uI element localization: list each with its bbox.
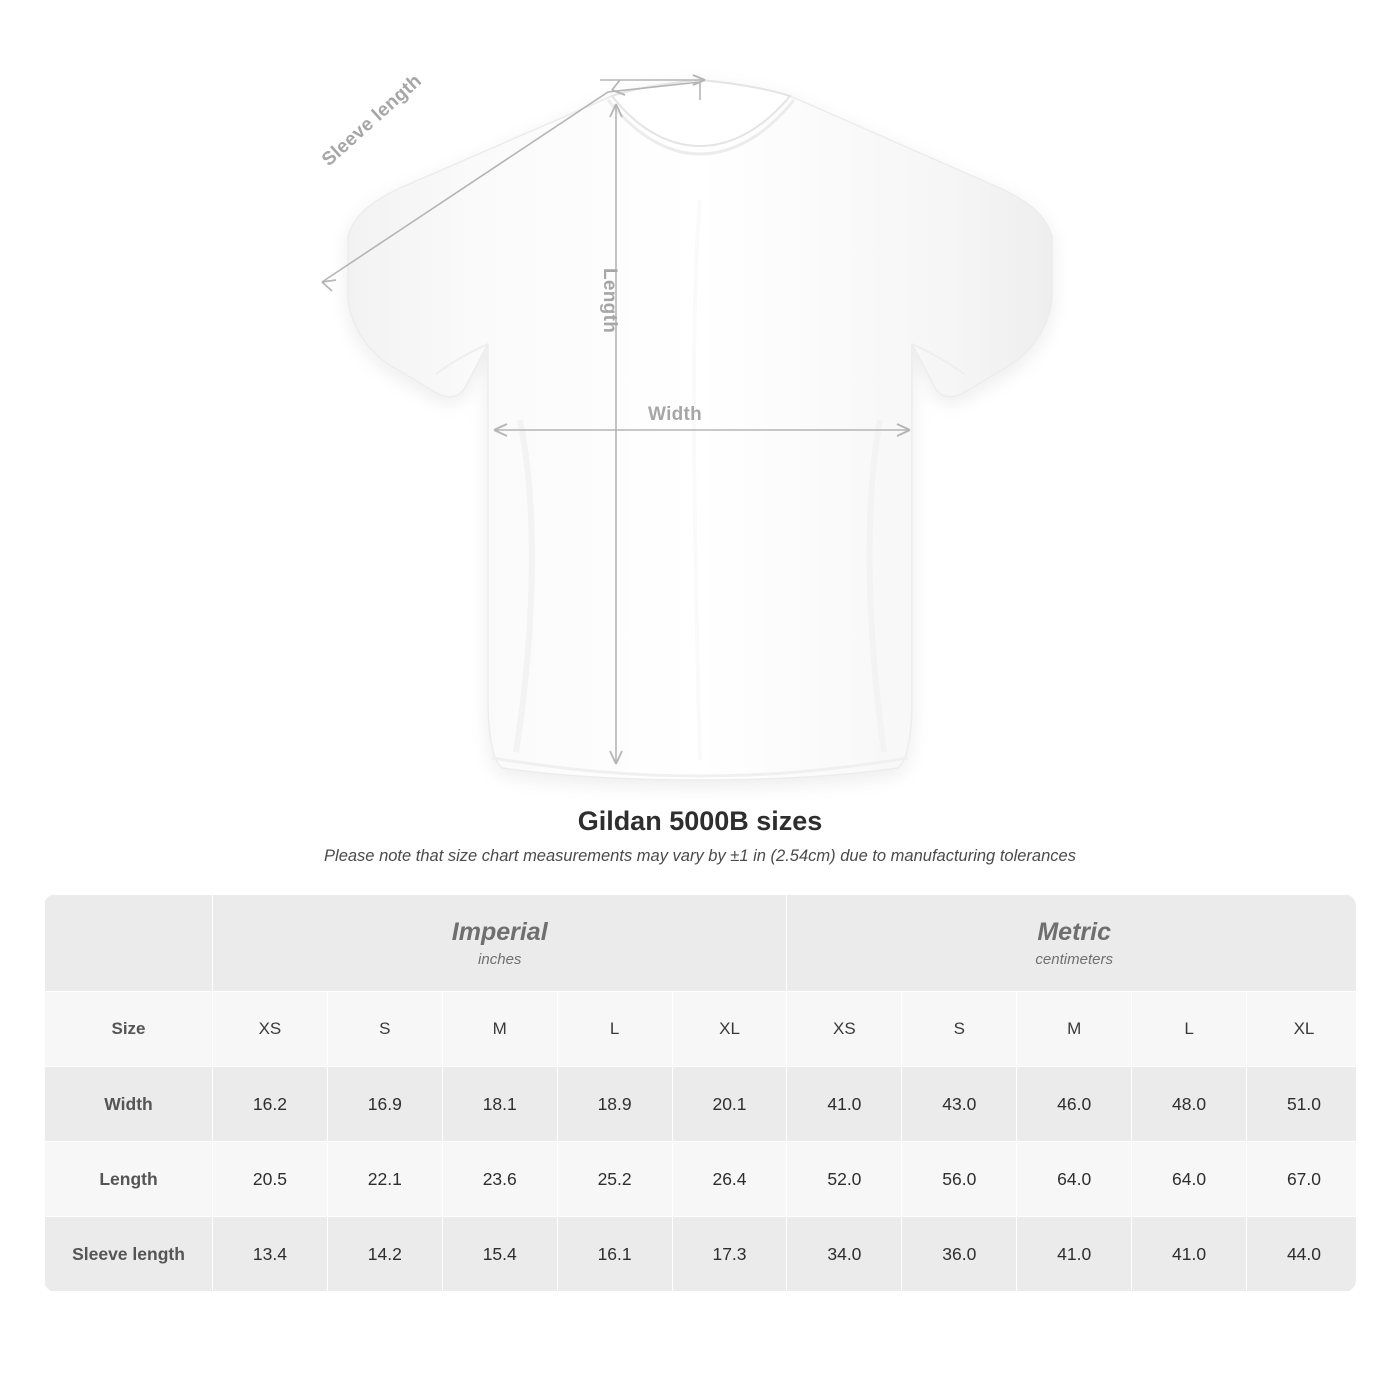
length-label: Length: [599, 268, 620, 334]
cell-width-m-in: 18.1: [442, 1067, 557, 1142]
cell-width-xl-cm: 51.0: [1247, 1067, 1356, 1142]
cell-sleeve-xs-cm: 34.0: [787, 1217, 902, 1292]
page-title: Gildan 5000B sizes: [577, 806, 823, 836]
size-col-xl-metric: XL: [1247, 992, 1356, 1067]
size-col-xs-imperial: XS: [213, 992, 328, 1067]
size-col-xl-imperial: XL: [672, 992, 787, 1067]
unit-imperial-sub: inches: [478, 950, 522, 968]
cell-sleeve-xl-in: 17.3: [672, 1217, 787, 1292]
size-col-m-imperial: M: [442, 992, 557, 1067]
cell-sleeve-m-in: 15.4: [442, 1217, 557, 1292]
title-block: [0, 806, 1400, 866]
cell-length-l-in: 25.2: [557, 1142, 672, 1217]
cell-width-xs-in: 16.2: [213, 1067, 328, 1142]
cell-sleeve-m-cm: 41.0: [1017, 1217, 1132, 1292]
cell-width-s-cm: 43.0: [902, 1067, 1017, 1142]
unit-header-metric: [787, 895, 1356, 992]
unit-imperial-title: Imperial: [451, 918, 548, 947]
cell-width-xs-cm: 41.0: [787, 1067, 902, 1142]
size-col-l-imperial: L: [557, 992, 672, 1067]
unit-metric-title: Metric: [1037, 918, 1111, 947]
unit-header-imperial: [213, 895, 787, 992]
row-label-length: Length: [45, 1142, 213, 1217]
size-table-wrapper: [44, 894, 1356, 1292]
unit-metric-sub: centimeters: [1035, 950, 1113, 968]
cell-sleeve-xl-cm: 44.0: [1247, 1217, 1356, 1292]
cell-width-l-cm: 48.0: [1132, 1067, 1247, 1142]
size-col-m-metric: M: [1017, 992, 1132, 1067]
cell-width-xl-in: 20.1: [672, 1067, 787, 1142]
unit-header-row: [45, 895, 1357, 992]
cell-length-xl-cm: 67.0: [1247, 1142, 1356, 1217]
cell-sleeve-s-cm: 36.0: [902, 1217, 1017, 1292]
cell-length-s-in: 22.1: [327, 1142, 442, 1217]
cell-sleeve-xs-in: 13.4: [213, 1217, 328, 1292]
width-label: Width: [648, 404, 703, 425]
size-col-xs-metric: XS: [787, 992, 902, 1067]
table-row: [45, 1142, 1357, 1217]
cell-length-xl-in: 26.4: [672, 1142, 787, 1217]
unit-header-spacer: [45, 895, 213, 992]
size-col-l-metric: L: [1132, 992, 1247, 1067]
cell-length-m-in: 23.6: [442, 1142, 557, 1217]
size-col-s-metric: S: [902, 992, 1017, 1067]
cell-length-xs-cm: 52.0: [787, 1142, 902, 1217]
cell-length-m-cm: 64.0: [1017, 1142, 1132, 1217]
table-row: [45, 1067, 1357, 1142]
row-label-sleeve-length: Sleeve length: [45, 1217, 213, 1292]
cell-width-l-in: 18.9: [557, 1067, 672, 1142]
cell-length-l-cm: 64.0: [1132, 1142, 1247, 1217]
cell-sleeve-l-in: 16.1: [557, 1217, 672, 1292]
cell-length-s-cm: 56.0: [902, 1142, 1017, 1217]
cell-sleeve-s-in: 14.2: [327, 1217, 442, 1292]
size-table: [44, 894, 1356, 1292]
size-col-s-imperial: S: [327, 992, 442, 1067]
cell-width-s-in: 16.9: [327, 1067, 442, 1142]
sleeve-length-label: Sleeve length: [318, 70, 426, 171]
tolerance-note: Please note that size chart measurements may vary by ±1 in (2.54cm) due to manufacturing tolerances: [324, 847, 1076, 865]
cell-sleeve-l-cm: 41.0: [1132, 1217, 1247, 1292]
table-row: [45, 1217, 1357, 1292]
cell-width-m-cm: 46.0: [1017, 1067, 1132, 1142]
size-header-row: [45, 992, 1357, 1067]
row-label-width: Width: [45, 1067, 213, 1142]
cell-length-xs-in: 20.5: [213, 1142, 328, 1217]
size-header-label: Size: [45, 992, 213, 1067]
